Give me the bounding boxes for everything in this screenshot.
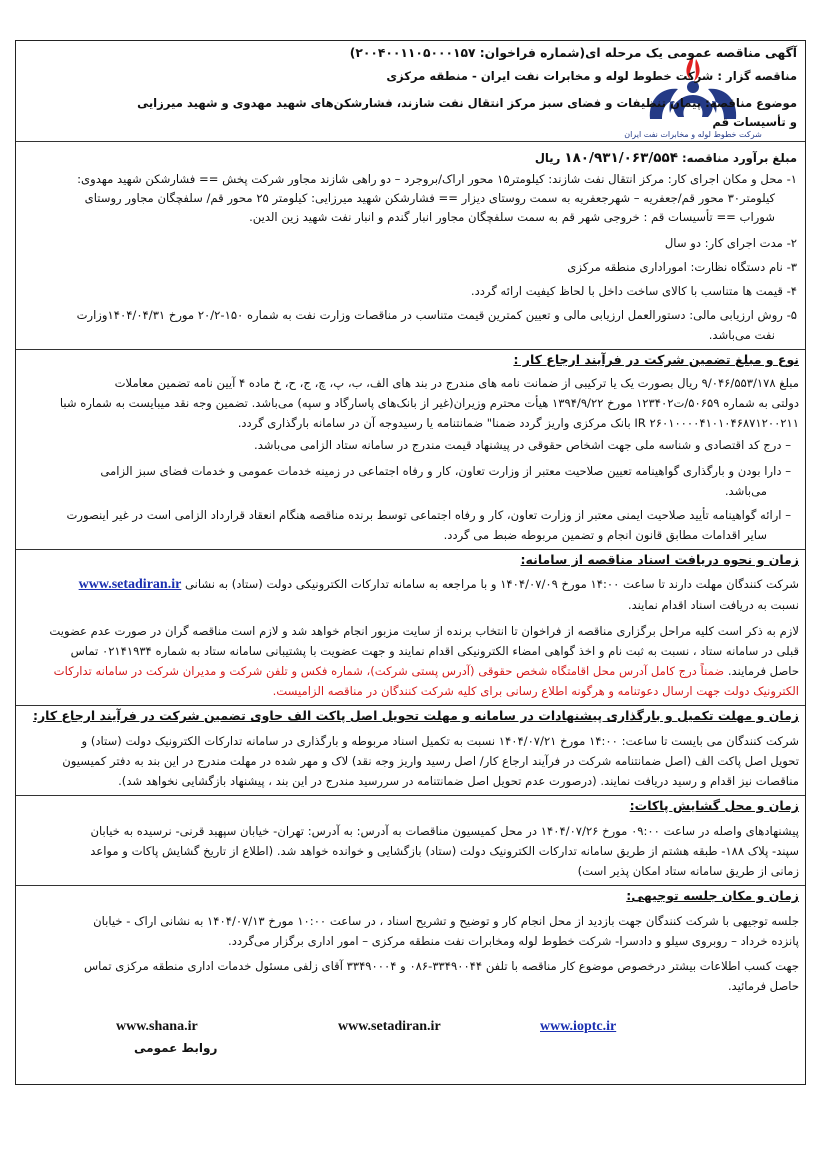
subject-line-1: موضوع مناقصه: پیمان تنظیفات و فضای سبز مرکز انتقال نفت شازند، فشارشکن‌های شهید مهدوی و شهید میرزایی [137, 96, 797, 110]
docs-heading: زمان و نحوه دریافت اسناد مناقصه از سامانه: [520, 552, 799, 567]
divider [16, 705, 805, 706]
docs-line-4: قبلی در سامانه ستاد ، نسبت به ثبت نام و اخذ گواهی امضاء الکترونیکی اقدام نمایند و جهت عضویت با پشتیبانی سامانه ستاد به شماره ۰۲۱۴۱۹۳۴ تماس [70, 644, 799, 658]
item-5-line-1: ۵- روش ارزیابی مالی: دستورالعمل ارزیابی مالی و تعیین کمترین قیمت متناسب در مناقصات وزارت نفت به شماره ۱۵۰-۲۰/۲ مورخ ۱۴۰۴/۰۴/۳۱وزارت [76, 308, 797, 322]
submission-line-3: مناقصات نیز اقدام و رسید دریافت نمایند. (درصورت عدم تحویل اصل ضمانتنامه در سررسید مندرج در این بند ، پیشنهاد بازگشایی نخواهد شد). [118, 774, 799, 788]
footer-link-shana[interactable]: www.shana.ir [116, 1019, 198, 1034]
guarantee-bullet-2-cont: می‌باشد. [724, 484, 767, 498]
estimate-unit: ریال [534, 151, 561, 165]
setadiran-link[interactable]: www.setadiran.ir [78, 577, 182, 592]
estimate-label: مبلغ برآورد مناقصه: [682, 151, 797, 165]
submission-heading: زمان و مهلت تکمیل و بارگذاری پیشنهادات در سامانه و مهلت تحویل اصل پاکت الف حاوی تضمین شرکت در فرآیند ارجاع کار: [32, 708, 799, 723]
item-3: ۳- نام دستگاه نظارت: اموراداری منطقه مرکزی [567, 260, 797, 274]
public-relations-signature: روابط عمومی [134, 1041, 218, 1055]
guarantee-line-1: مبلغ ۹/۰۴۶/۵۵۳/۱۷۸ ریال بصورت یک یا ترکیبی از ضمانت نامه های مندرج در بند های الف، ب، پ، چ، ج، ح، خ ماده ۴ آیین نامه تضمین معاملات [114, 376, 799, 390]
docs-line-5-text: حاصل فرمایند. [727, 664, 799, 678]
opening-line-2: سپند- پلاک ۱۸۸- طبقه هشتم از طریق سامانه تدارکات الکترونیک دولت (ستاد) بازگشایی و خوانده خواهد شد. (اطلاع از تاریخ گشایش پاکات و مواعد [90, 844, 799, 858]
opening-line-1: پیشنهادهای واصله در ساعت ۰۹:۰۰ مورخ ۱۴۰۴/۰۷/۲۶ در محل کمیسیون مناقصات به آدرس: به آدرس: تهران- خیابان سپهبد قرنی- نرسیده به خیابان [90, 824, 799, 838]
submission-line-1: شرکت کنندگان می بایست تا ساعت: ۱۴:۰۰ مورخ ۱۴۰۴/۰۷/۲۱ نسبت به تکمیل اسناد مربوطه و بارگذاری در سامانه تدارکات الکترونیک دولت (ستاد) و [81, 734, 799, 748]
divider [16, 141, 805, 142]
guarantee-line-3: IR ۲۶۰۱۰۰۰۰۴۱۰۱۰۴۶۸۷۱۲۰۰۲۱۱ بانک مرکزی واریز گردد ضمنا" ضمانتنامه یا رسیدوجه آن در سامانه بارگذاری گردد. [237, 416, 799, 430]
divider [16, 885, 805, 886]
docs-line-3: لازم به ذکر است کلیه مراحل برگزاری مناقصه از فراخوان تا انتخاب برنده از سایت مزبور انجام خواهد شد و لازم است مناقصه گران در صورت عدم عضویت [49, 624, 799, 638]
docs-address-notice: ضمناً درج کامل آدرس محل اقامتگاه شخص حقوقی (آدرس پستی شرکت)، شماره فکس و تلفن شرکت و مدیران شرکت در سامانه تدارکات [53, 664, 728, 678]
item-1-line-3: شوراب == تأسیسات قم : خروجی شهر قم به سمت سلفچگان مجاور انبار گندم و انبار نفت شهید زین الدین. [249, 210, 775, 224]
logo-caption: شرکت خطوط لوله و مخابرات نفت ایران [624, 130, 762, 139]
notice-title: آگهی مناقصه عمومی یک مرحله ای(شماره فراخوان: ۲۰۰۴۰۰۱۱۰۵۰۰۰۱۵۷) [349, 46, 797, 60]
guarantee-bullet-3-cont: سایر اقدامات مطابق قانون انجام و تضمین مربوطه ضبط می گردد. [443, 528, 767, 542]
organizer-line: مناقصه گزار : شرکت خطوط لوله و مخابرات نفت ایران - منطقه مرکزی [386, 69, 797, 83]
item-1-line-1: ۱- محل و مکان اجرای کار: مرکز انتقال نفت شازند: کیلومتر۱۵ محور اراک/بروجرد – دو راهی شازند مجاور شرکت پخش == فشارشکن شهید مهدوی: [77, 172, 797, 186]
item-4: ۴- قیمت ها متناسب با کالای ساخت داخل با لحاظ کیفیت ارائه گردد. [470, 284, 797, 298]
guarantee-bullet-2: – دارا بودن و بارگذاری گواهینامه تعیین صلاحیت معتبر از وزارت تعاون، کار و رفاه اجتماعی در زمینه خدمات عمومی و خدمات فضای سبز الزامی [100, 464, 791, 478]
opening-line-3: زمانی از طریق سامانه ستاد امکان پذیر است) [577, 864, 799, 878]
briefing-heading: زمان و مکان جلسه توجیهی: [626, 888, 799, 903]
docs-line-1 [22, 576, 799, 593]
divider [16, 549, 805, 550]
guarantee-line-2: دولتی به شماره ۵۰۶۵۹/ت۱۲۳۴۰۲ مورخ ۱۳۹۴/۹/۲۲ هیأت محترم وزیران(غیر از بانک‌های پاسارگاد و سپه) می‌باشد. تضمین وجه نقد میبایست به شماره شبا [59, 396, 799, 410]
docs-line-5 [54, 663, 799, 679]
guarantee-bullet-1: – درج کد اقتصادی و شناسه ملی جهت اشخاص حقوقی در پیشنهاد قیمت مندرج در سامانه ستاد الزامی می‌باشد. [254, 438, 791, 452]
briefing-line-4: حاصل فرمائید. [727, 979, 799, 993]
submission-line-2: تحویل اصل پاکت الف (اصل ضمانتنامه شرکت در فرآیند ارجاع کار/ اصل رسید واریز وجه نقد) لاک و مهر شده در مهلت مندرج در این بند به دفتر کمیسیون [62, 754, 799, 768]
docs-address-notice-cont: الکترونیک دولت جهت ارسال دعوتنامه و هرگونه اطلاع رسانی برای کلیه شرکت کنندگان در مناقصه الزامیست. [272, 684, 799, 698]
item-5-line-2: نفت می‌باشد. [708, 328, 775, 342]
docs-line-2: نسبت به دریافت اسناد اقدام نمایند. [627, 598, 799, 612]
subject-line-2: و تأسیسات قم [712, 115, 797, 129]
estimate-line [24, 150, 797, 166]
footer-link-ioptc[interactable]: www.ioptc.ir [540, 1019, 617, 1034]
divider [16, 349, 805, 350]
briefing-line-2: پانزده خرداد – روبروی سیلو و دادسرا- شرکت خطوط لوله ومخابرات نفت منطقه مرکزی – امور اداری برگزار می‌گردد. [228, 934, 799, 948]
guarantee-bullet-3: – ارائه گواهینامه تأیید صلاحیت ایمنی معتبر از وزارت تعاون، کار و رفاه اجتماعی توسط برنده مناقصه هنگام انعقاد قرارداد الزامی است در غیر اینصورت [66, 508, 791, 522]
briefing-line-3: جهت کسب اطلاعات بیشتر درخصوص موضوع کار مناقصه با تلفن ۳۳۴۹۰۰۴۴-۰۸۶ و ۳۳۴۹۰۰۰۴ آقای زلفی مسئول خدمات اداری منطقه مرکزی تماس [83, 959, 799, 973]
notice-frame [15, 40, 806, 1085]
docs-line-1-text: شرکت کنندگان مهلت دارند تا ساعت ۱۴:۰۰ مورخ ۱۴۰۴/۰۷/۰۹ و با مراجعه به سامانه تدارکات الکترونیکی دولت (ستاد) به نشانی [185, 577, 799, 591]
estimate-value: ۱۸۰/۹۳۱/۰۶۳/۵۵۴ [564, 150, 678, 166]
guarantee-heading: نوع و مبلغ تضمین شرکت در فرآیند ارجاع کار : [513, 352, 799, 367]
item-2: ۲- مدت اجرای کار: دو سال [664, 236, 797, 250]
divider [16, 795, 805, 796]
footer-link-setadiran[interactable]: www.setadiran.ir [338, 1019, 441, 1034]
item-1-line-2: کیلومتر۳۰ محور قم/جعفریه – شهرجعفریه به سمت روستای دیزار == فشارشکن شهید میرزایی: کیلومتر ۲۵ محور قم/ سلفچگان مجاور روستای [84, 191, 775, 205]
opening-heading: زمان و محل گشایش پاکات: [629, 798, 799, 813]
briefing-line-1: جلسه توجیهی با شرکت کنندگان جهت بازدید از محل انجام کار و توضیح و تشریح اسناد ، در ساعت ۱۰:۰۰ مورخ ۱۴۰۴/۰۷/۱۳ به نشانی اراک - خیابان [93, 914, 799, 928]
